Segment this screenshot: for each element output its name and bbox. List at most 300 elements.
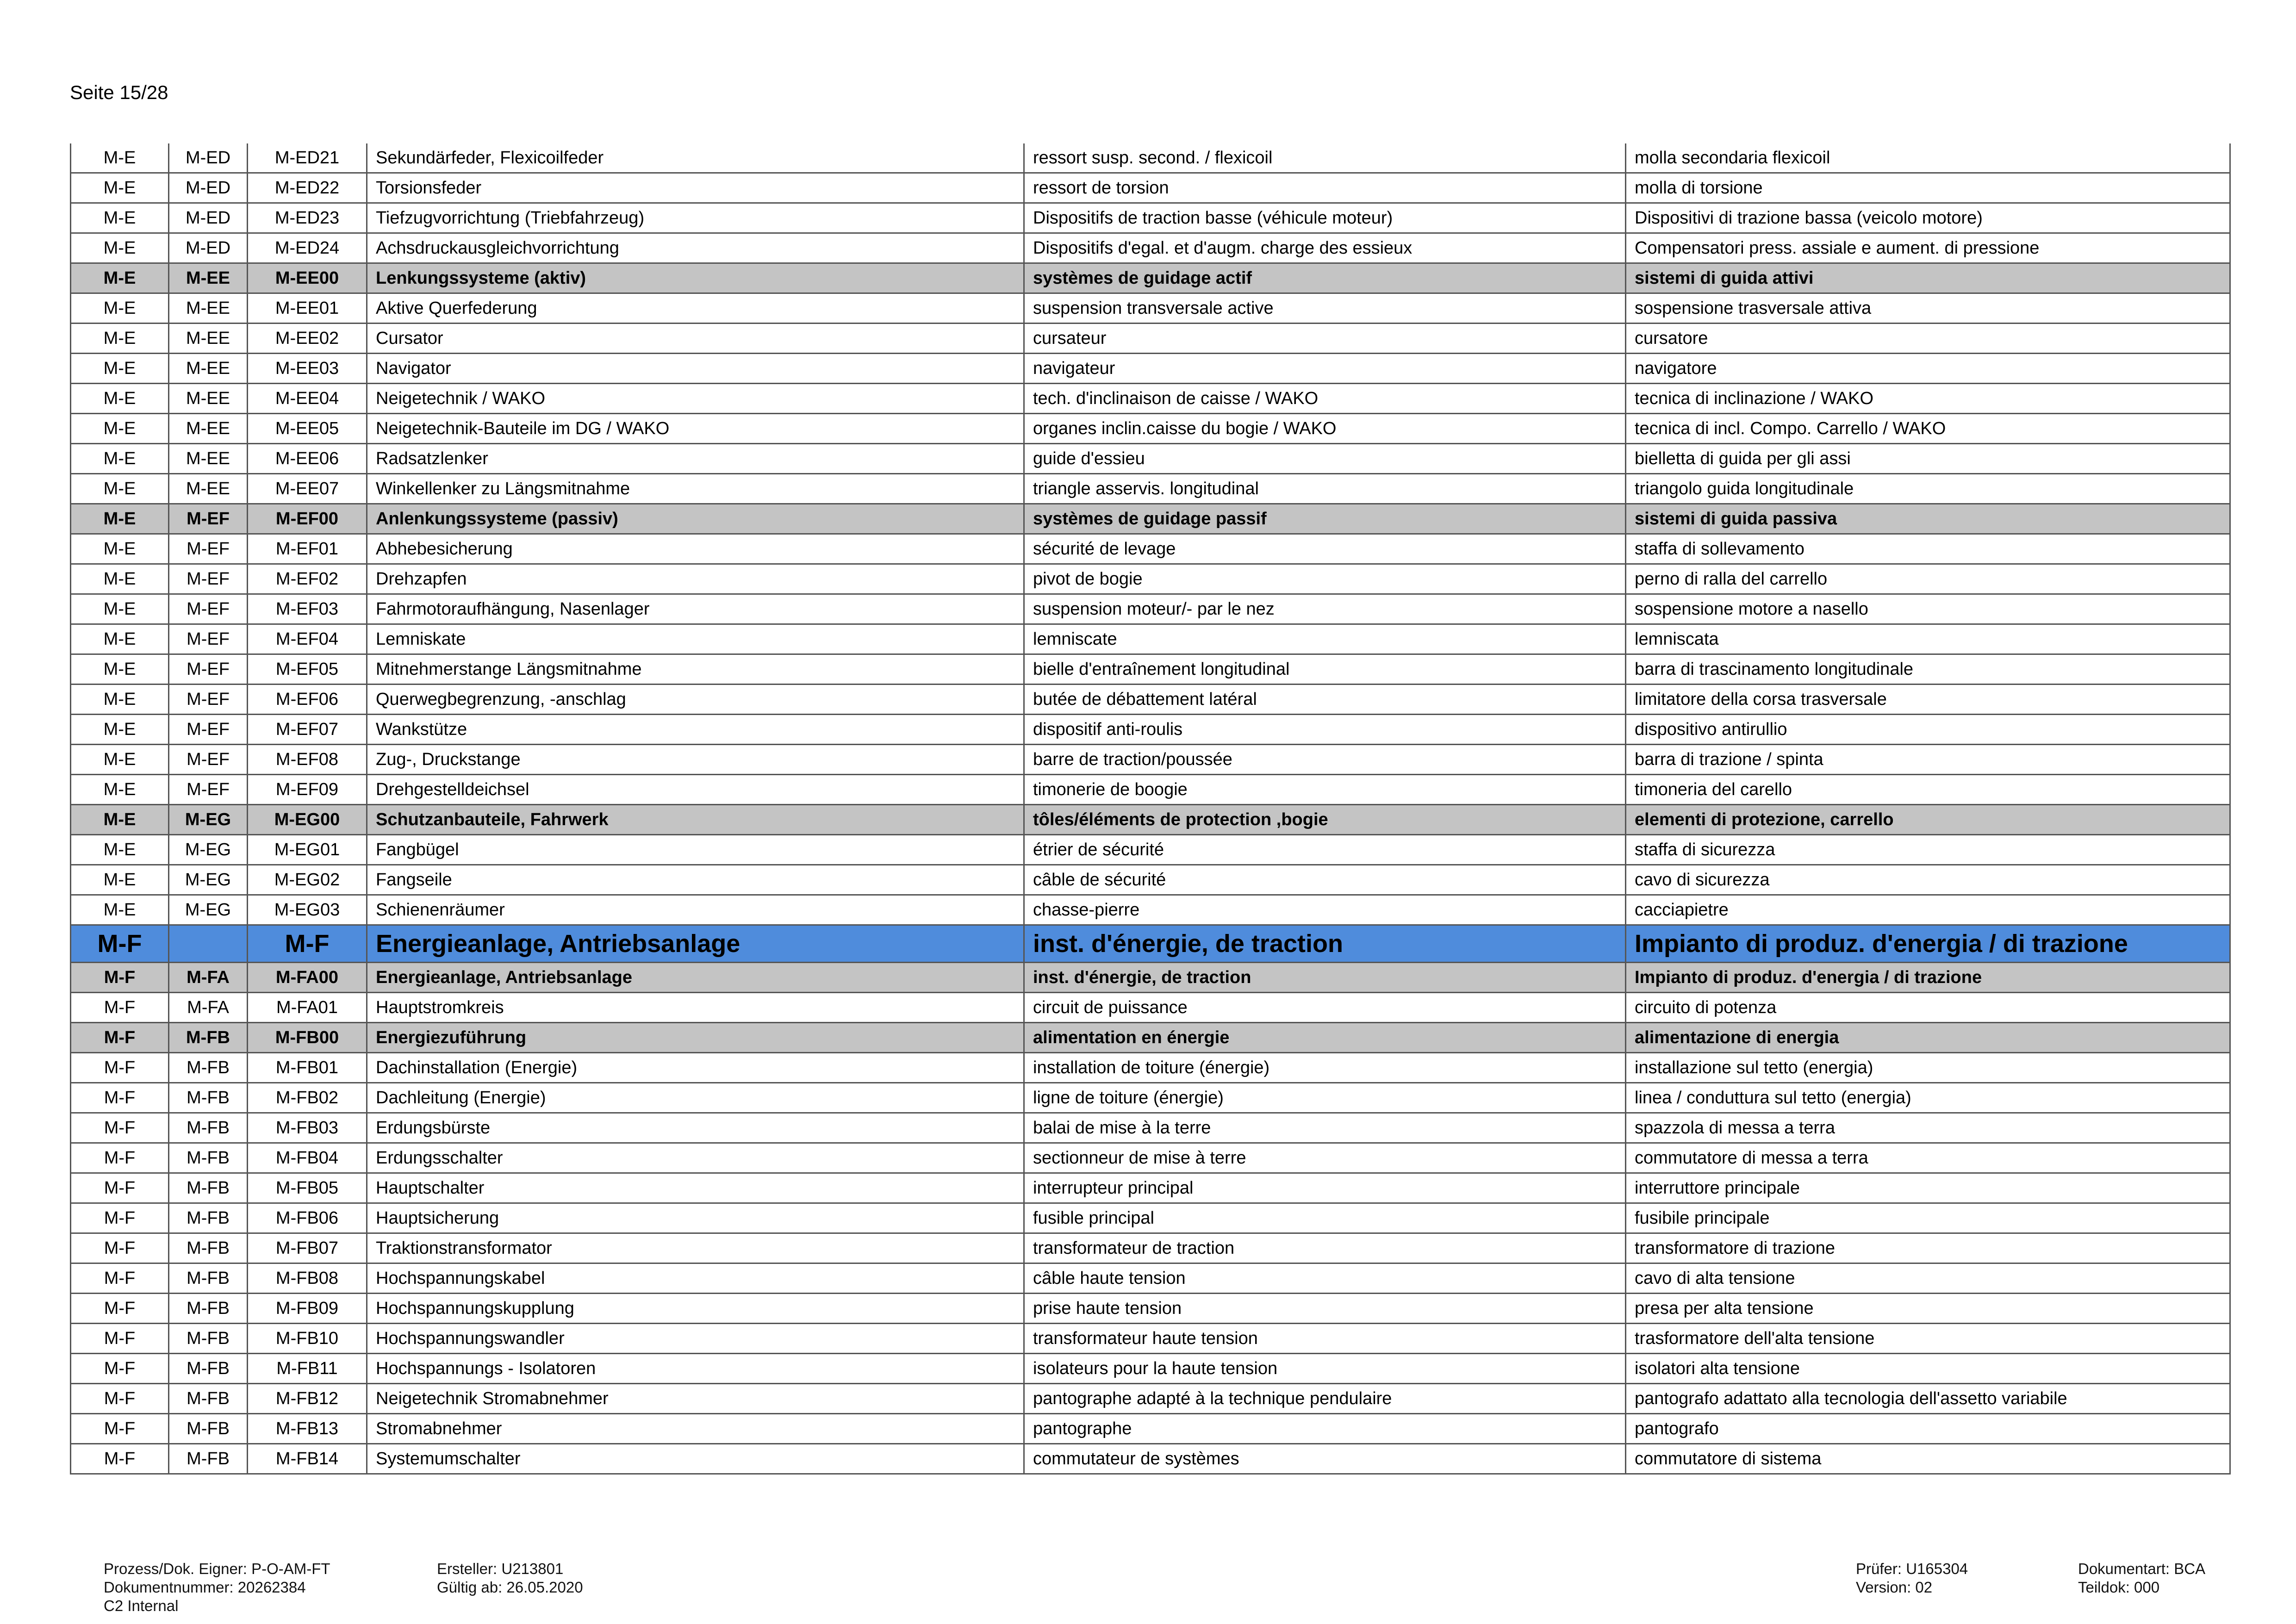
italian-cell: molla secondaria flexicoil xyxy=(1626,143,2230,173)
italian-cell: cacciapietre xyxy=(1626,895,2230,925)
subgroup-cell: M-FB xyxy=(169,1414,248,1444)
code-cell: M-EF06 xyxy=(248,684,367,715)
german-cell: Navigator xyxy=(367,354,1024,384)
code-cell: M-FB03 xyxy=(248,1113,367,1143)
subgroup-cell: M-FB xyxy=(169,1083,248,1113)
subgroup-cell: M-EF xyxy=(169,594,248,624)
group-cell: M-E xyxy=(71,173,169,203)
code-cell: M-FB10 xyxy=(248,1324,367,1354)
german-cell: Neigetechnik Stromabnehmer xyxy=(367,1384,1024,1414)
group-cell: M-E xyxy=(71,654,169,684)
german-cell: Schutzanbauteile, Fahrwerk xyxy=(367,805,1024,835)
french-cell: prise haute tension xyxy=(1024,1294,1626,1324)
code-cell: M-FB11 xyxy=(248,1354,367,1384)
italian-cell: fusibile principale xyxy=(1626,1203,2230,1233)
italian-cell: elementi di protezione, carrello xyxy=(1626,805,2230,835)
italian-cell: sospensione trasversale attiva xyxy=(1626,293,2230,324)
code-cell: M-FB12 xyxy=(248,1384,367,1414)
group-cell: M-F xyxy=(71,1324,169,1354)
french-cell: inst. d'énergie, de traction xyxy=(1024,925,1626,963)
group-cell: M-E xyxy=(71,534,169,564)
german-cell: Mitnehmerstange Längsmitnahme xyxy=(367,654,1024,684)
table-row xyxy=(71,354,2230,384)
code-cell: M-EF07 xyxy=(248,715,367,745)
german-cell: Hauptschalter xyxy=(367,1173,1024,1203)
italian-cell: perno di ralla del carrello xyxy=(1626,564,2230,594)
italian-cell: Impianto di produz. d'energia / di trazione xyxy=(1626,925,2230,963)
subgroup-cell: M-EF xyxy=(169,534,248,564)
italian-cell: lemniscata xyxy=(1626,624,2230,654)
german-cell: Hauptstromkreis xyxy=(367,993,1024,1023)
german-cell: Wankstütze xyxy=(367,715,1024,745)
french-cell: fusible principal xyxy=(1024,1203,1626,1233)
french-cell: chasse-pierre xyxy=(1024,895,1626,925)
subgroup-cell: M-EG xyxy=(169,805,248,835)
german-cell: Stromabnehmer xyxy=(367,1414,1024,1444)
code-cell: M-FB08 xyxy=(248,1263,367,1294)
german-cell: Zug-, Druckstange xyxy=(367,745,1024,775)
french-cell: ressort de torsion xyxy=(1024,173,1626,203)
table-row xyxy=(71,293,2230,324)
french-cell: circuit de puissance xyxy=(1024,993,1626,1023)
code-cell: M-F xyxy=(248,925,367,963)
german-cell: Dachinstallation (Energie) xyxy=(367,1053,1024,1083)
subgroup-cell: M-EF xyxy=(169,624,248,654)
german-cell: Radsatzlenker xyxy=(367,444,1024,474)
french-cell: butée de débattement latéral xyxy=(1024,684,1626,715)
group-cell: M-F xyxy=(71,1444,169,1474)
french-cell: câble haute tension xyxy=(1024,1263,1626,1294)
group-cell: M-E xyxy=(71,835,169,865)
french-cell: pantographe adapté à la technique pendulaire xyxy=(1024,1384,1626,1414)
group-cell: M-E xyxy=(71,324,169,354)
french-cell: pivot de bogie xyxy=(1024,564,1626,594)
german-cell: Energiezuführung xyxy=(367,1023,1024,1053)
french-cell: tech. d'inclinaison de caisse / WAKO xyxy=(1024,384,1626,414)
subgroup-cell: M-EG xyxy=(169,865,248,895)
french-cell: installation de toiture (énergie) xyxy=(1024,1053,1626,1083)
italian-cell: sistemi di guida attivi xyxy=(1626,263,2230,293)
french-cell: timonerie de boogie xyxy=(1024,775,1626,805)
subgroup-cell: M-ED xyxy=(169,233,248,263)
subgroup-cell: M-EF xyxy=(169,684,248,715)
german-cell: Aktive Querfederung xyxy=(367,293,1024,324)
subgroup-cell: M-EG xyxy=(169,895,248,925)
italian-cell: barra di trascinamento longitudinale xyxy=(1626,654,2230,684)
italian-cell: cursatore xyxy=(1626,324,2230,354)
code-cell: M-EF09 xyxy=(248,775,367,805)
german-cell: Neigetechnik-Bauteile im DG / WAKO xyxy=(367,414,1024,444)
code-cell: M-EF03 xyxy=(248,594,367,624)
subgroup-cell: M-ED xyxy=(169,143,248,173)
group-cell: M-E xyxy=(71,805,169,835)
table-row xyxy=(71,1294,2230,1324)
german-cell: Energieanlage, Antriebsanlage xyxy=(367,925,1024,963)
french-cell: organes inclin.caisse du bogie / WAKO xyxy=(1024,414,1626,444)
french-cell: transformateur haute tension xyxy=(1024,1324,1626,1354)
code-cell: M-EE03 xyxy=(248,354,367,384)
code-cell: M-FB04 xyxy=(248,1143,367,1173)
subgroup-cell: M-EE xyxy=(169,474,248,504)
subgroup-cell: M-EG xyxy=(169,835,248,865)
subgroup-cell: M-FB xyxy=(169,1113,248,1143)
french-cell: bielle d'entraînement longitudinal xyxy=(1024,654,1626,684)
group-cell: M-E xyxy=(71,354,169,384)
german-cell: Fangbügel xyxy=(367,835,1024,865)
german-cell: Torsionsfeder xyxy=(367,173,1024,203)
subgroup-cell: M-EE xyxy=(169,444,248,474)
table-row xyxy=(71,444,2230,474)
german-cell: Anlenkungssysteme (passiv) xyxy=(367,504,1024,534)
code-cell: M-FA00 xyxy=(248,963,367,993)
italian-cell: spazzola di messa a terra xyxy=(1626,1113,2230,1143)
group-cell: M-F xyxy=(71,1083,169,1113)
italian-cell: limitatore della corsa trasversale xyxy=(1626,684,2230,715)
german-cell: Querwegbegrenzung, -anschlag xyxy=(367,684,1024,715)
group-cell: M-E xyxy=(71,444,169,474)
group-cell: M-E xyxy=(71,564,169,594)
italian-cell: sospensione motore a nasello xyxy=(1626,594,2230,624)
group-cell: M-E xyxy=(71,233,169,263)
german-cell: Fangseile xyxy=(367,865,1024,895)
german-cell: Hochspannungswandler xyxy=(367,1324,1024,1354)
italian-cell: triangolo guida longitudinale xyxy=(1626,474,2230,504)
table-row xyxy=(71,1324,2230,1354)
footer-doctype: Dokumentart: BCA xyxy=(2078,1560,2206,1577)
subgroup-cell: M-ED xyxy=(169,173,248,203)
table-row xyxy=(71,1083,2230,1113)
german-cell: Cursator xyxy=(367,324,1024,354)
subgroup-cell: M-EF xyxy=(169,715,248,745)
code-cell: M-EF04 xyxy=(248,624,367,654)
german-cell: Hochspannungskupplung xyxy=(367,1294,1024,1324)
subgroup-cell: M-FB xyxy=(169,1143,248,1173)
subgroup-cell xyxy=(169,925,248,963)
german-cell: Sekundärfeder, Flexicoilfeder xyxy=(367,143,1024,173)
french-cell: suspension moteur/- par le nez xyxy=(1024,594,1626,624)
french-cell: sécurité de levage xyxy=(1024,534,1626,564)
group-cell: M-E xyxy=(71,263,169,293)
french-cell: ressort susp. second. / flexicoil xyxy=(1024,143,1626,173)
code-cell: M-ED21 xyxy=(248,143,367,173)
french-cell: isolateurs pour la haute tension xyxy=(1024,1354,1626,1384)
footer-creator-block xyxy=(437,1560,583,1597)
group-cell: M-F xyxy=(71,1113,169,1143)
table-row xyxy=(71,474,2230,504)
french-cell: triangle asservis. longitudinal xyxy=(1024,474,1626,504)
table-row xyxy=(71,534,2230,564)
group-cell: M-F xyxy=(71,1414,169,1444)
subgroup-cell: M-FB xyxy=(169,1294,248,1324)
table-row xyxy=(71,624,2230,654)
glossary-table xyxy=(70,143,2231,1475)
german-cell: Fahrmotoraufhängung, Nasenlager xyxy=(367,594,1024,624)
code-cell: M-EE07 xyxy=(248,474,367,504)
table-row xyxy=(71,1053,2230,1083)
group-cell: M-F xyxy=(71,1143,169,1173)
italian-cell: installazione sul tetto (energia) xyxy=(1626,1053,2230,1083)
french-cell: lemniscate xyxy=(1024,624,1626,654)
french-cell: câble de sécurité xyxy=(1024,865,1626,895)
french-cell: alimentation en énergie xyxy=(1024,1023,1626,1053)
french-cell: cursateur xyxy=(1024,324,1626,354)
code-cell: M-EG02 xyxy=(248,865,367,895)
german-cell: Drehgestelldeichsel xyxy=(367,775,1024,805)
code-cell: M-EF08 xyxy=(248,745,367,775)
code-cell: M-EE02 xyxy=(248,324,367,354)
german-cell: Drehzapfen xyxy=(367,564,1024,594)
french-cell: guide d'essieu xyxy=(1024,444,1626,474)
code-cell: M-EE01 xyxy=(248,293,367,324)
table-row xyxy=(71,414,2230,444)
footer-owner-block xyxy=(104,1560,330,1615)
italian-cell: circuito di potenza xyxy=(1626,993,2230,1023)
code-cell: M-FB06 xyxy=(248,1203,367,1233)
italian-cell: cavo di alta tensione xyxy=(1626,1263,2230,1294)
italian-cell: staffa di sollevamento xyxy=(1626,534,2230,564)
german-cell: Schienenräumer xyxy=(367,895,1024,925)
group-cell: M-F xyxy=(71,1384,169,1414)
table-row xyxy=(71,1263,2230,1294)
sub-category-row xyxy=(71,963,2230,993)
subgroup-cell: M-FB xyxy=(169,1354,248,1384)
group-cell: M-E xyxy=(71,474,169,504)
code-cell: M-EG03 xyxy=(248,895,367,925)
footer-docnumber: Dokumentnummer: 20262384 xyxy=(104,1579,306,1596)
italian-cell: commutatore di sistema xyxy=(1626,1444,2230,1474)
table-row xyxy=(71,564,2230,594)
group-cell: M-F xyxy=(71,1294,169,1324)
table-row xyxy=(71,203,2230,233)
italian-cell: isolatori alta tensione xyxy=(1626,1354,2230,1384)
german-cell: Lenkungssysteme (aktiv) xyxy=(367,263,1024,293)
french-cell: ligne de toiture (énergie) xyxy=(1024,1083,1626,1113)
group-cell: M-E xyxy=(71,684,169,715)
table-row xyxy=(71,1384,2230,1414)
italian-cell: pantografo adattato alla tecnologia dell'assetto variabile xyxy=(1626,1384,2230,1414)
french-cell: balai de mise à la terre xyxy=(1024,1113,1626,1143)
italian-cell: Compensatori press. assiale e aument. di pressione xyxy=(1626,233,2230,263)
subgroup-cell: M-EE xyxy=(169,263,248,293)
subgroup-cell: M-FB xyxy=(169,1233,248,1263)
french-cell: systèmes de guidage actif xyxy=(1024,263,1626,293)
group-cell: M-E xyxy=(71,414,169,444)
group-cell: M-F xyxy=(71,963,169,993)
table-row xyxy=(71,745,2230,775)
group-cell: M-F xyxy=(71,1023,169,1053)
table-row xyxy=(71,993,2230,1023)
code-cell: M-FB09 xyxy=(248,1294,367,1324)
italian-cell: linea / conduttura sul tetto (energia) xyxy=(1626,1083,2230,1113)
footer-valid-from: Gültig ab: 26.05.2020 xyxy=(437,1579,583,1596)
code-cell: M-EE05 xyxy=(248,414,367,444)
table-row xyxy=(71,684,2230,715)
french-cell: inst. d'énergie, de traction xyxy=(1024,963,1626,993)
french-cell: tôles/éléments de protection ,bogie xyxy=(1024,805,1626,835)
italian-cell: sistemi di guida passiva xyxy=(1626,504,2230,534)
footer-creator: Ersteller: U213801 xyxy=(437,1560,564,1577)
footer-reviewer: Prüfer: U165304 xyxy=(1856,1560,1968,1577)
italian-cell: dispositivo antirullio xyxy=(1626,715,2230,745)
french-cell: commutateur de systèmes xyxy=(1024,1444,1626,1474)
code-cell: M-FB14 xyxy=(248,1444,367,1474)
subgroup-cell: M-FB xyxy=(169,1263,248,1294)
german-cell: Erdungsschalter xyxy=(367,1143,1024,1173)
footer-owner: Prozess/Dok. Eigner: P-O-AM-FT xyxy=(104,1560,330,1577)
code-cell: M-EE04 xyxy=(248,384,367,414)
table-row xyxy=(71,1143,2230,1173)
footer-reviewer-block xyxy=(1856,1560,1968,1597)
table-row xyxy=(71,173,2230,203)
french-cell: sectionneur de mise à terre xyxy=(1024,1143,1626,1173)
code-cell: M-FA01 xyxy=(248,993,367,1023)
code-cell: M-EF02 xyxy=(248,564,367,594)
german-cell: Systemumschalter xyxy=(367,1444,1024,1474)
table-row xyxy=(71,324,2230,354)
german-cell: Traktionstransformator xyxy=(367,1233,1024,1263)
main-category-row xyxy=(71,925,2230,963)
subgroup-cell: M-FB xyxy=(169,1444,248,1474)
french-cell: Dispositifs d'egal. et d'augm. charge des essieux xyxy=(1024,233,1626,263)
german-cell: Dachleitung (Energie) xyxy=(367,1083,1024,1113)
table-row xyxy=(71,1414,2230,1444)
subgroup-cell: M-EE xyxy=(169,293,248,324)
code-cell: M-FB07 xyxy=(248,1233,367,1263)
italian-cell: commutatore di messa a terra xyxy=(1626,1143,2230,1173)
group-cell: M-F xyxy=(71,1173,169,1203)
subgroup-cell: M-EE xyxy=(169,354,248,384)
german-cell: Neigetechnik / WAKO xyxy=(367,384,1024,414)
code-cell: M-EF01 xyxy=(248,534,367,564)
table-row xyxy=(71,895,2230,925)
german-cell: Achsdruckausgleichvorrichtung xyxy=(367,233,1024,263)
table-row xyxy=(71,143,2230,173)
table-row xyxy=(71,1444,2230,1474)
subgroup-cell: M-FB xyxy=(169,1384,248,1414)
subgroup-cell: M-EF xyxy=(169,504,248,534)
german-cell: Energieanlage, Antriebsanlage xyxy=(367,963,1024,993)
group-cell: M-E xyxy=(71,203,169,233)
code-cell: M-EF05 xyxy=(248,654,367,684)
group-cell: M-E xyxy=(71,293,169,324)
german-cell: Hochspannungskabel xyxy=(367,1263,1024,1294)
page-number: Seite 15/28 xyxy=(70,81,168,103)
table-row xyxy=(71,1233,2230,1263)
table-row xyxy=(71,835,2230,865)
italian-cell: presa per alta tensione xyxy=(1626,1294,2230,1324)
subgroup-cell: M-EF xyxy=(169,775,248,805)
italian-cell: staffa di sicurezza xyxy=(1626,835,2230,865)
group-cell: M-E xyxy=(71,715,169,745)
table-row xyxy=(71,654,2230,684)
italian-cell: Impianto di produz. d'energia / di trazione xyxy=(1626,963,2230,993)
italian-cell: cavo di sicurezza xyxy=(1626,865,2230,895)
subgroup-cell: M-EE xyxy=(169,414,248,444)
code-cell: M-ED24 xyxy=(248,233,367,263)
code-cell: M-EF00 xyxy=(248,504,367,534)
group-cell: M-F xyxy=(71,1354,169,1384)
french-cell: navigateur xyxy=(1024,354,1626,384)
footer-part: Teildok: 000 xyxy=(2078,1579,2160,1596)
table-row xyxy=(71,1354,2230,1384)
german-cell: Tiefzugvorrichtung (Triebfahrzeug) xyxy=(367,203,1024,233)
footer-doctype-block xyxy=(2078,1560,2205,1597)
french-cell: étrier de sécurité xyxy=(1024,835,1626,865)
italian-cell: trasformatore dell'alta tensione xyxy=(1626,1324,2230,1354)
subgroup-cell: M-ED xyxy=(169,203,248,233)
italian-cell: alimentazione di energia xyxy=(1626,1023,2230,1053)
group-cell: M-F xyxy=(71,1053,169,1083)
group-cell: M-E xyxy=(71,775,169,805)
italian-cell: bielletta di guida per gli assi xyxy=(1626,444,2230,474)
french-cell: interrupteur principal xyxy=(1024,1173,1626,1203)
code-cell: M-EG01 xyxy=(248,835,367,865)
code-cell: M-ED23 xyxy=(248,203,367,233)
group-cell: M-E xyxy=(71,594,169,624)
group-cell: M-E xyxy=(71,384,169,414)
glossary-table-body xyxy=(71,143,2230,1474)
table-row xyxy=(71,1203,2230,1233)
group-cell: M-F xyxy=(71,1233,169,1263)
italian-cell: timoneria del carello xyxy=(1626,775,2230,805)
group-cell: M-E xyxy=(71,143,169,173)
group-cell: M-F xyxy=(71,1263,169,1294)
italian-cell: barra di trazione / spinta xyxy=(1626,745,2230,775)
french-cell: Dispositifs de traction basse (véhicule moteur) xyxy=(1024,203,1626,233)
subgroup-cell: M-FB xyxy=(169,1023,248,1053)
subgroup-cell: M-FB xyxy=(169,1173,248,1203)
code-cell: M-FB13 xyxy=(248,1414,367,1444)
table-row xyxy=(71,715,2230,745)
french-cell: barre de traction/poussée xyxy=(1024,745,1626,775)
table-row xyxy=(71,594,2230,624)
group-cell: M-E xyxy=(71,624,169,654)
table-row xyxy=(71,1113,2230,1143)
footer-version: Version: 02 xyxy=(1856,1579,1933,1596)
german-cell: Hauptsicherung xyxy=(367,1203,1024,1233)
group-cell: M-E xyxy=(71,504,169,534)
sub-category-row xyxy=(71,504,2230,534)
italian-cell: pantografo xyxy=(1626,1414,2230,1444)
sub-category-row xyxy=(71,805,2230,835)
group-cell: M-F xyxy=(71,1203,169,1233)
code-cell: M-ED22 xyxy=(248,173,367,203)
table-row xyxy=(71,384,2230,414)
code-cell: M-FB01 xyxy=(248,1053,367,1083)
sub-category-row xyxy=(71,263,2230,293)
german-cell: Winkellenker zu Längsmitnahme xyxy=(367,474,1024,504)
subgroup-cell: M-FA xyxy=(169,993,248,1023)
french-cell: suspension transversale active xyxy=(1024,293,1626,324)
code-cell: M-EG00 xyxy=(248,805,367,835)
italian-cell: tecnica di inclinazione / WAKO xyxy=(1626,384,2230,414)
french-cell: systèmes de guidage passif xyxy=(1024,504,1626,534)
italian-cell: navigatore xyxy=(1626,354,2230,384)
french-cell: pantographe xyxy=(1024,1414,1626,1444)
subgroup-cell: M-EE xyxy=(169,384,248,414)
german-cell: Hochspannungs - Isolatoren xyxy=(367,1354,1024,1384)
german-cell: Erdungsbürste xyxy=(367,1113,1024,1143)
sub-category-row xyxy=(71,1023,2230,1053)
group-cell: M-F xyxy=(71,925,169,963)
subgroup-cell: M-FB xyxy=(169,1324,248,1354)
code-cell: M-FB02 xyxy=(248,1083,367,1113)
italian-cell: tecnica di incl. Compo. Carrello / WAKO xyxy=(1626,414,2230,444)
table-row xyxy=(71,865,2230,895)
code-cell: M-FB05 xyxy=(248,1173,367,1203)
group-cell: M-E xyxy=(71,865,169,895)
table-row xyxy=(71,775,2230,805)
